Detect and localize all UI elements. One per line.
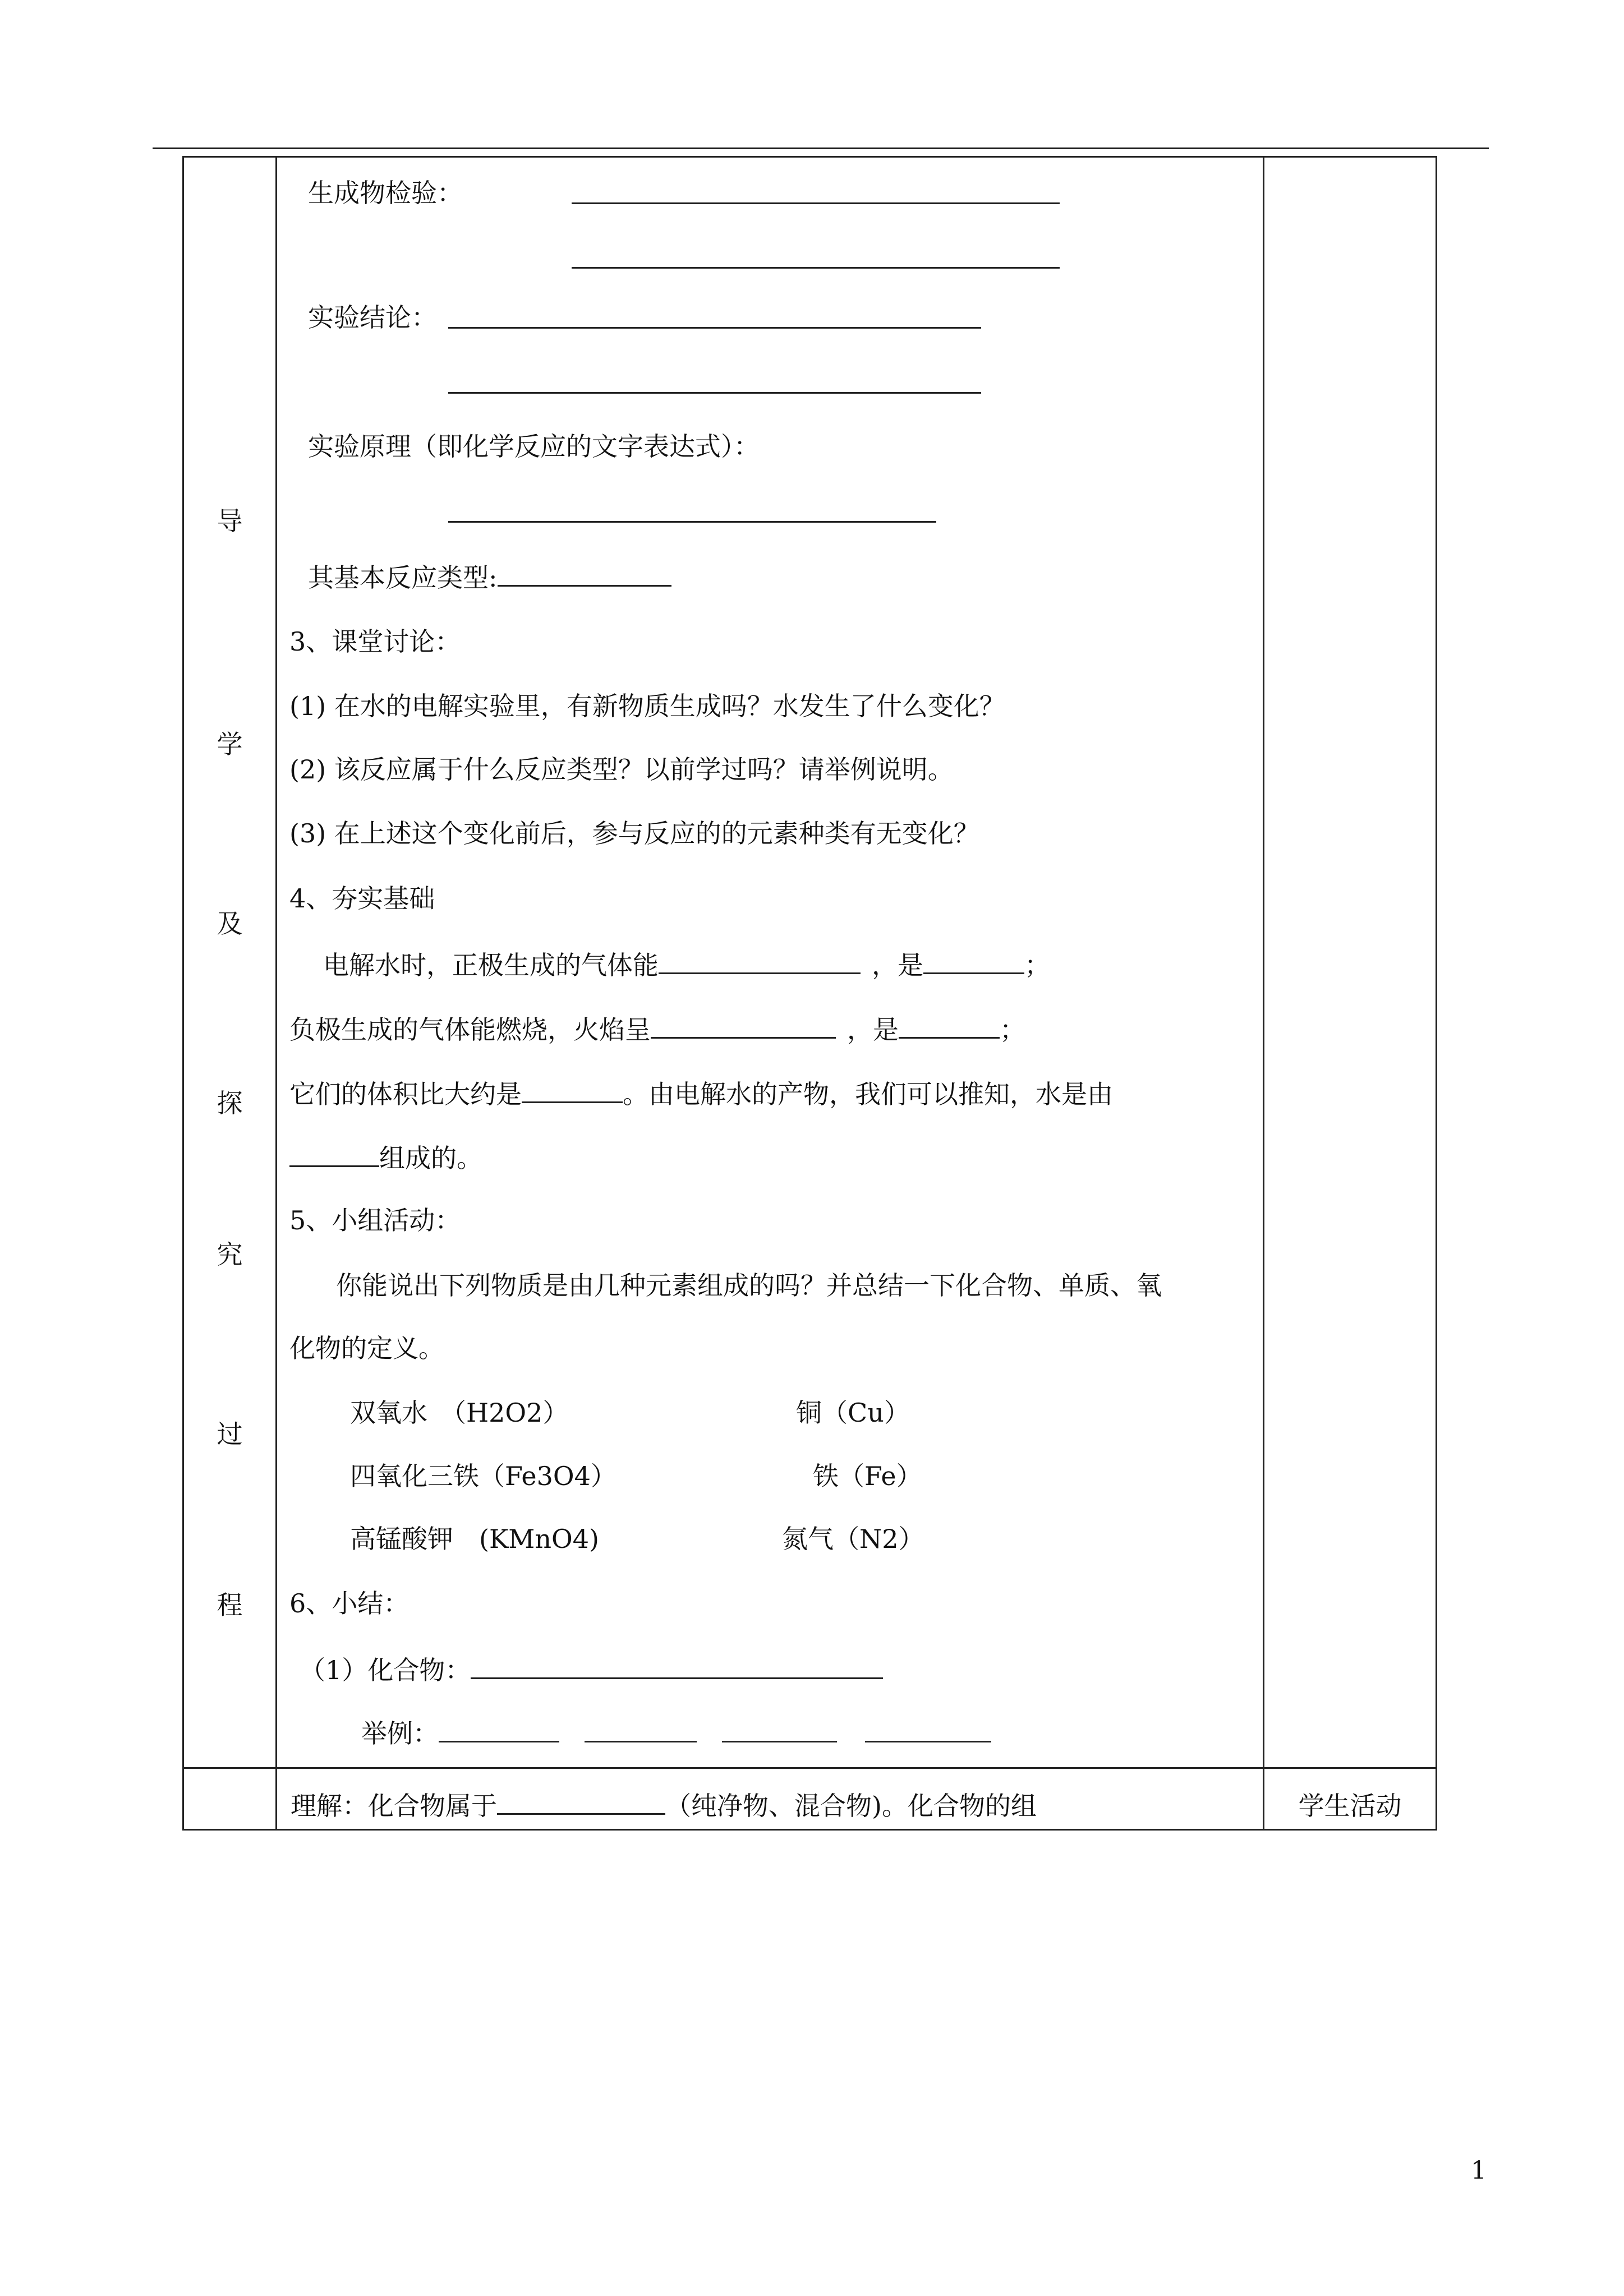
side-char: 程 [217, 1590, 243, 1620]
page-number: 1 [1471, 2156, 1487, 2185]
side-char: 过 [217, 1419, 243, 1449]
table-row [183, 1768, 1437, 1830]
side-char: 及 [217, 909, 243, 939]
question-3: (3) 在上述这个变化前后，参与反应的的元素种类有无变化？ [289, 818, 979, 849]
reaction-type-label: 其基本反应类型: [308, 563, 671, 591]
section-6-heading: 6、小结： [289, 1588, 410, 1619]
substance-item: 铁（Fe） [813, 1461, 922, 1491]
header-rule [153, 147, 1489, 149]
fill-line-3: 它们的体积比大约是 。由电解水的产物，我们可以推知，水是由 [289, 1079, 1113, 1109]
side-char: 究 [217, 1239, 243, 1270]
lesson-table [182, 156, 1437, 1831]
substance-item: 双氧水 （H2O2） [350, 1398, 569, 1428]
substance-item: 高锰酸钾 (KMnO4) [350, 1524, 599, 1554]
answer-line[interactable] [448, 521, 936, 523]
substance-item: 四氧化三铁（Fe3O4） [350, 1461, 617, 1491]
answer-line[interactable] [448, 327, 981, 329]
question-1: (1) 在水的电解实验里，有新物质生成吗？水发生了什么变化？ [289, 691, 1005, 721]
content-cell [277, 157, 1264, 1768]
fill-line-1: 电解水时，正极生成的气体能 ，是 ； [323, 950, 1050, 980]
check-label: 生成物检验： [308, 178, 463, 208]
activity-paragraph: 你能说出下列物质是由几种元素组成的吗？并总结一下化合物、单质、氧 [336, 1270, 1162, 1301]
question-2: (2) 该反应属于什么反应类型？以前学过吗？请举例说明。 [289, 754, 954, 785]
understanding-cell [277, 1768, 1264, 1830]
right-notes-cell [1264, 157, 1437, 1768]
principle-label: 实验原理（即化学反应的文字表达式）： [308, 431, 760, 462]
section-5-heading: 5、小组活动： [289, 1205, 461, 1235]
student-activity-label: 学生活动 [1264, 1768, 1437, 1830]
side-char: 学 [217, 729, 243, 759]
fill-line-2: 负极生成的气体能燃烧，火焰呈 ，是 ； [289, 1015, 1025, 1045]
fill-line-4: 组成的。 [289, 1143, 482, 1171]
answer-line[interactable] [572, 202, 1060, 204]
side-label-cell-empty [183, 1768, 277, 1830]
side-char: 探 [217, 1088, 243, 1118]
substance-item: 铜（Cu） [796, 1398, 910, 1428]
compound-label: （1）化合物： [300, 1655, 883, 1683]
example-label: 举例： [361, 1718, 991, 1746]
section-3-heading: 3、课堂讨论： [289, 626, 461, 657]
answer-line[interactable] [572, 267, 1060, 269]
activity-paragraph-cont: 化物的定义。 [289, 1333, 444, 1363]
section-4-heading: 4、夯实基础 [289, 883, 435, 914]
conclusion-label: 实验结论： [308, 302, 437, 333]
table-row [183, 157, 1437, 1768]
side-label-cell [183, 157, 277, 1768]
substance-item: 氮气（N2） [782, 1524, 924, 1554]
answer-line[interactable] [448, 392, 981, 394]
understanding-text: 理解：化合物属于 （纯净物、混合物)。化合物的组 [291, 1791, 1037, 1821]
side-char: 导 [217, 506, 243, 536]
